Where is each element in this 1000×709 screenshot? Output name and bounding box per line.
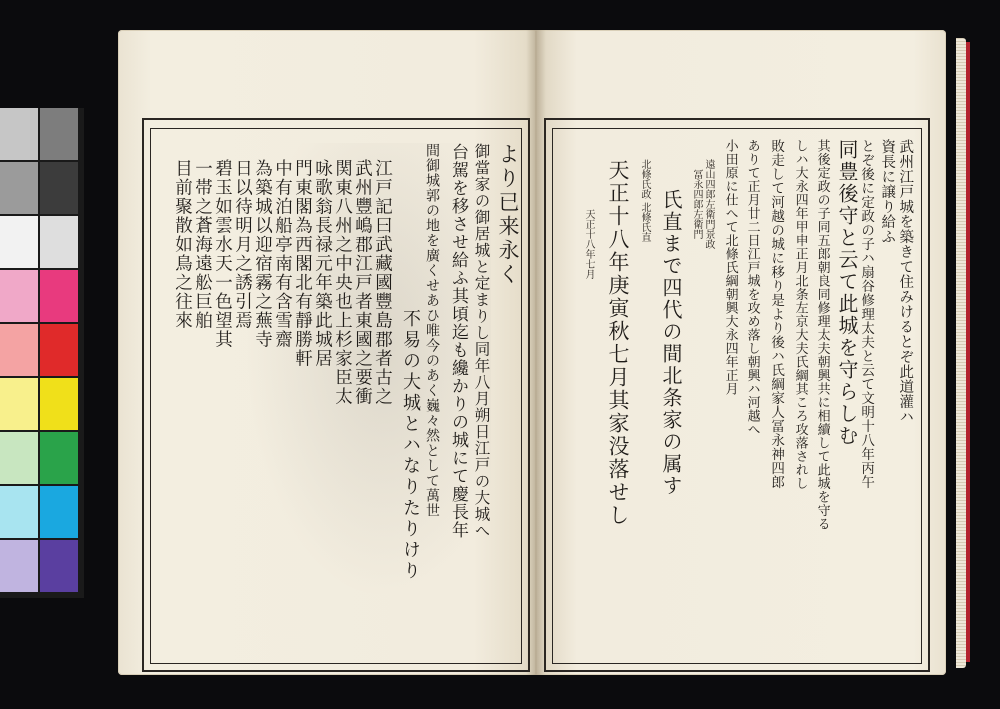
text-column: 資長に譲り給ふ <box>879 139 896 244</box>
annotation-note: 北條氏政 北條氏直 <box>639 159 650 243</box>
chart-swatch <box>40 378 78 430</box>
kana-column: 不易の大城とハなりたりけり <box>400 309 421 582</box>
kana-column: 台駕を移させ給ふ其頃迄も纔かりの城にて慶長年 <box>448 143 468 539</box>
text-column: 武州江戸城を築きて住みけるとぞ此道灌ハ <box>897 139 914 424</box>
red-cover-edge <box>966 42 970 662</box>
chart-swatch <box>40 216 78 268</box>
text-column: 小田原に仕へて北條氏綱朝興大永四年正月 <box>722 139 738 396</box>
chart-swatch <box>40 432 78 484</box>
annotation-note: 冨永四郎左衛門 <box>691 169 702 239</box>
chart-swatch <box>0 216 38 268</box>
book-gutter <box>526 30 546 675</box>
kanbun-column: 為築城以迎宿霧之蕪寺 <box>252 159 273 349</box>
left-print-frame <box>142 118 530 672</box>
left-inner-frame <box>150 128 522 664</box>
kana-column: 天正十八年庚寅秋七月其家没落せし <box>606 159 630 527</box>
chart-swatch <box>0 162 38 214</box>
chart-swatch <box>0 486 38 538</box>
chart-swatch <box>40 108 78 160</box>
kanbun-column: 門東閣為西閣北有靜勝軒 <box>292 159 313 368</box>
chart-swatch <box>0 540 38 592</box>
chart-swatch <box>0 324 38 376</box>
right-inner-frame <box>552 128 922 664</box>
chart-swatch <box>0 378 38 430</box>
text-column: ありて正月廿二日江戸城を攻め落し朝興ハ河越へ <box>744 139 760 436</box>
color-calibration-chart <box>0 108 84 598</box>
kanbun-column: 碧玉如雲水天一色望其 <box>212 159 233 349</box>
chart-swatch <box>0 270 38 322</box>
chart-swatch <box>40 162 78 214</box>
kanbun-column: 中有泊船亭南有含雪齋 <box>272 159 293 349</box>
chart-swatch <box>40 486 78 538</box>
right-print-frame <box>544 118 930 672</box>
kanbun-column: 目前聚散如鳥之往來 <box>172 159 193 330</box>
kana-column: 間御城郭の地を廣くせあひ唯今のあく巍々然として萬世 <box>424 143 440 518</box>
kana-column: 御當家の御居城と定まりし同年八月朔日江戸の大城へ <box>472 143 491 539</box>
right-page <box>536 30 946 675</box>
annotation-note: 遠山四郎左衛門景政 <box>703 159 714 249</box>
kanbun-column: 武州豐嶋郡江戸者東國之要衝 <box>352 159 373 406</box>
kanbun-column: 関東八州之中央也上杉家臣太 <box>332 159 353 406</box>
chart-swatch <box>40 540 78 592</box>
chart-swatch <box>0 108 38 160</box>
chart-swatch <box>40 324 78 376</box>
open-book <box>118 30 958 685</box>
annotation-note: 天正十八年七月 <box>583 209 594 279</box>
left-page <box>118 30 536 675</box>
kanbun-column: 咏歌翁長禄元年築此城居 <box>312 159 333 368</box>
chart-swatch <box>40 270 78 322</box>
text-column: 同豊後守と云て此城を守らしむ <box>835 139 859 447</box>
page-edges <box>956 38 966 668</box>
kanbun-column: 江戸記曰武藏國豐島郡者古之 <box>372 159 393 406</box>
kana-column: 氏直まで四代の間北条家の属す <box>659 189 683 497</box>
kana-column: より已来永く <box>496 143 520 287</box>
kanbun-column: 日以待明月之誘引焉 <box>232 159 253 330</box>
text-column: とぞ後に定政の子ハ扇谷修理太夫と云て文明十八年丙午 <box>858 139 875 489</box>
kanbun-column: 一帯之蒼海遠舩巨舶 <box>192 159 213 330</box>
text-column: 敗走して河越の城に移り是より後ハ氏綱家人冨永神四郎 <box>768 139 785 489</box>
text-column: しハ大永四年甲申正月北条左京大夫氏綱其ころ攻落されし <box>792 139 808 490</box>
text-column: 其後定政の子同五郎朝良同修理太夫朝興共に相續して此城を守る <box>814 139 830 531</box>
chart-swatch <box>0 432 38 484</box>
